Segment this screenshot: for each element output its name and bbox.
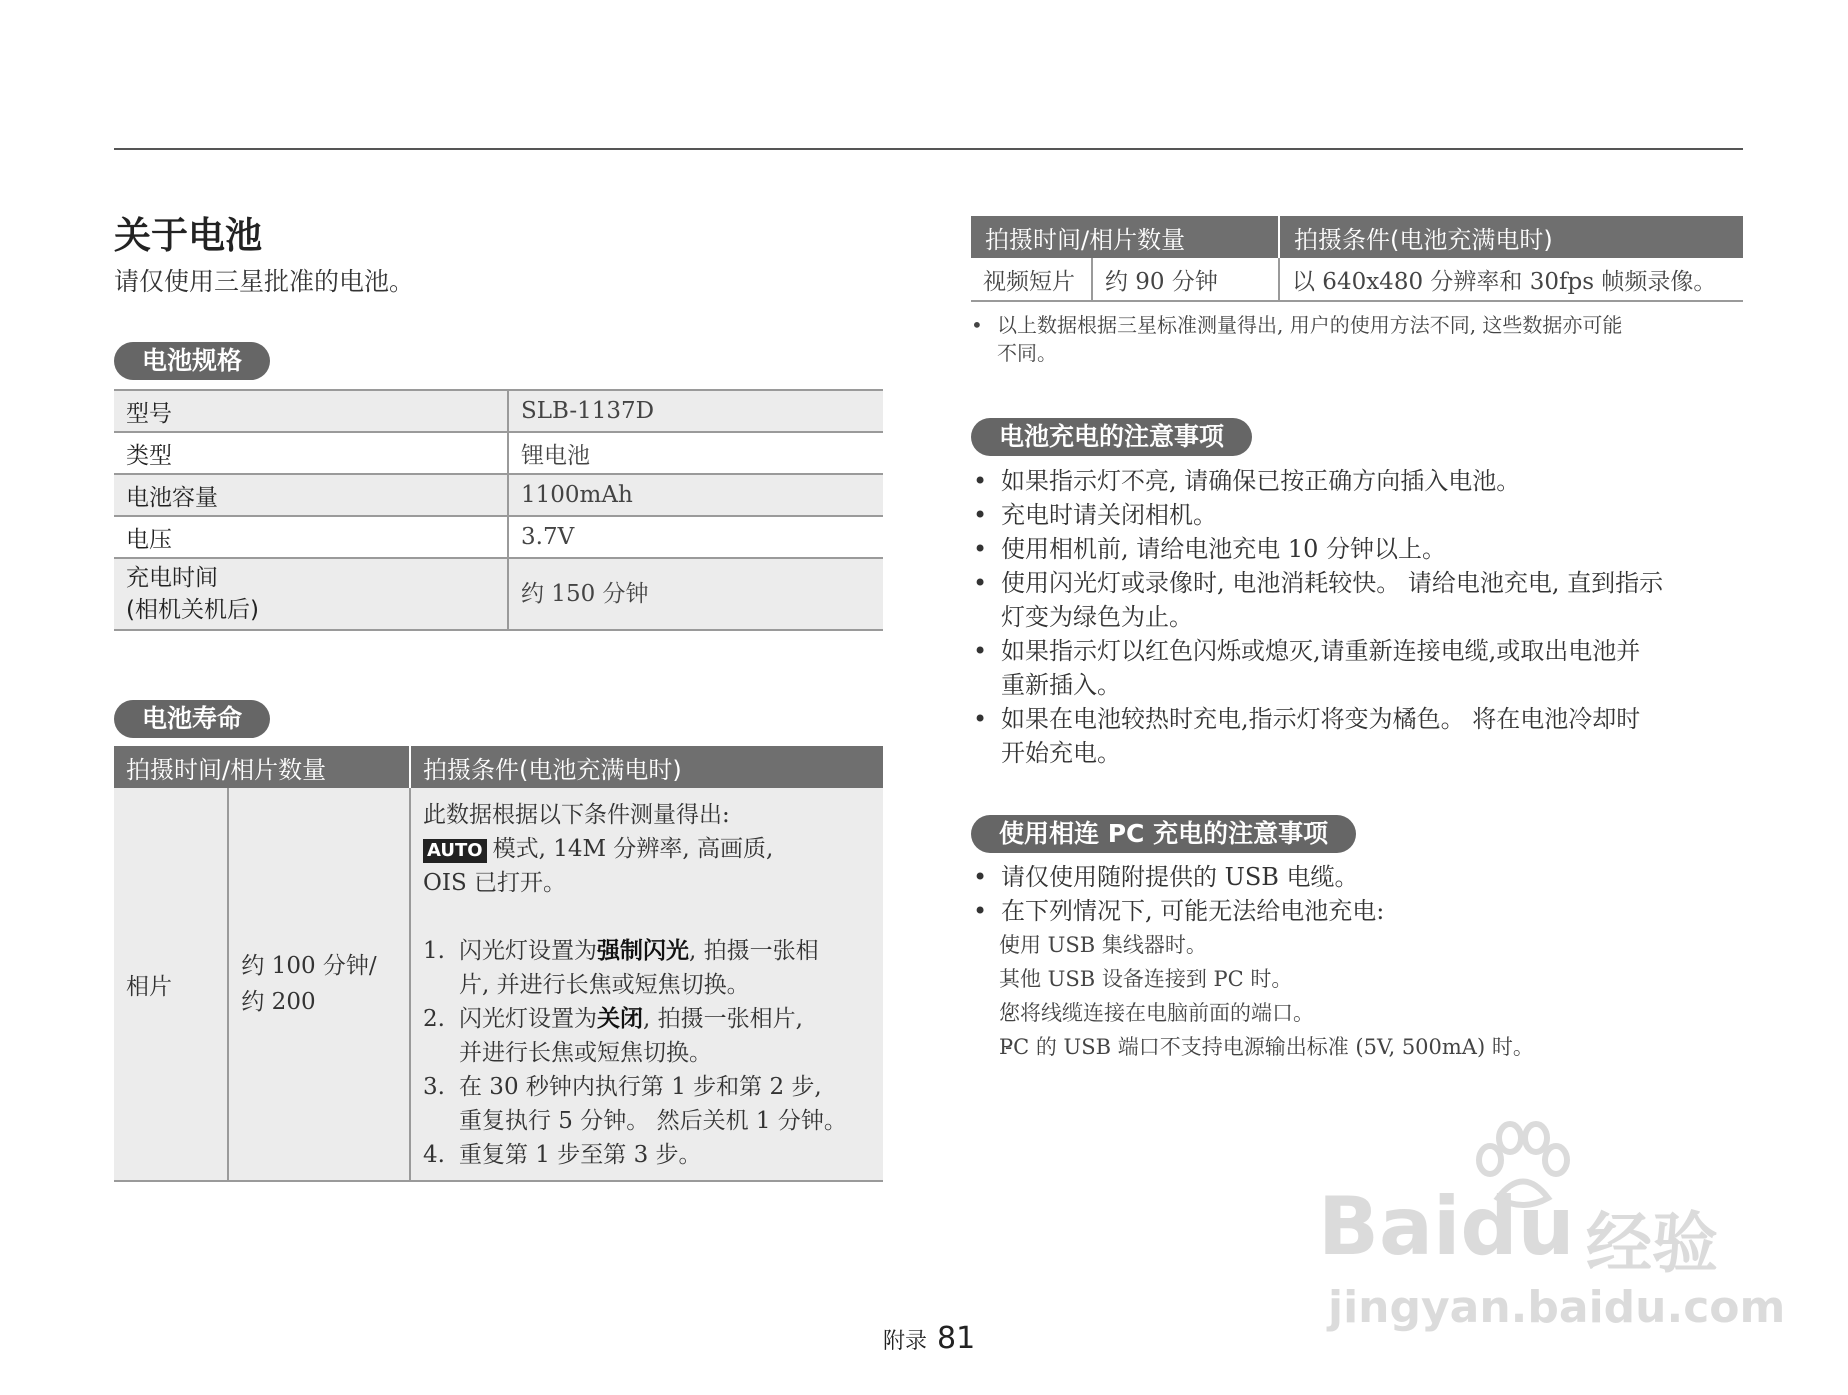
step-text: , 拍摄一张相 bbox=[689, 938, 819, 964]
table-row bbox=[114, 558, 883, 630]
watermark-url: jingyan.baidu.com bbox=[1328, 1282, 1786, 1333]
conditions-mode bbox=[423, 832, 873, 866]
step-bold: 强制闪光 bbox=[597, 938, 689, 964]
step-text: 重复执行 5 分钟。 然后关机 1 分钟。 bbox=[459, 1108, 847, 1134]
auto-mode-icon: AUTO bbox=[423, 839, 487, 863]
note-line: 以上数据根据三星标准测量得出, 用户的使用方法不同, 这些数据亦可能 bbox=[997, 313, 1623, 337]
step-text: 闪光灯设置为 bbox=[459, 938, 597, 964]
step-text: 并进行长焦或短焦切换。 bbox=[459, 1040, 712, 1066]
page-title: 关于电池 bbox=[114, 214, 262, 257]
list-item bbox=[423, 934, 873, 1002]
shot-conditions bbox=[410, 788, 883, 1181]
shot-type: 相片 bbox=[114, 788, 228, 1181]
list-item: • 如果指示灯不亮, 请确保已按正确方向插入电池。 bbox=[971, 464, 1743, 498]
watermark-cn: 经验 bbox=[1586, 1205, 1718, 1282]
column-header: 拍摄条件(电池充满电时) bbox=[1279, 216, 1743, 258]
step-number: 3. bbox=[423, 1074, 445, 1100]
table-row bbox=[114, 432, 883, 474]
step-text: 闪光灯设置为 bbox=[459, 1006, 597, 1032]
video-condition: 以 640x480 分辨率和 30fps 帧频录像。 bbox=[1279, 258, 1743, 301]
table-header-row bbox=[114, 746, 883, 788]
conditions-ois: OIS 已打开。 bbox=[423, 870, 567, 896]
footnote bbox=[971, 311, 1731, 367]
column-header: 拍摄时间/相片数量 bbox=[114, 746, 410, 788]
spec-key: 电压 bbox=[114, 516, 508, 558]
list-item bbox=[423, 1138, 873, 1172]
list-item: - 您将线缆连接在电脑前面的端口。 bbox=[971, 996, 1743, 1030]
pc-charging-sub-list bbox=[971, 928, 1743, 1064]
baidu-watermark bbox=[1318, 1120, 1786, 1350]
spec-value: 3.7V bbox=[508, 516, 883, 558]
list-item bbox=[423, 1002, 873, 1070]
section-label-battery-spec: 电池规格 bbox=[114, 342, 270, 380]
conditions-intro: 此数据根据以下条件测量得出: bbox=[423, 802, 730, 828]
column-header: 拍摄条件(电池充满电时) bbox=[410, 746, 883, 788]
table-row bbox=[971, 258, 1743, 301]
list-item: • 如果指示灯以红色闪烁或熄灭,请重新连接电缆,或取出电池并 重新插入。 bbox=[971, 634, 1743, 702]
list-item bbox=[423, 1070, 873, 1138]
spec-key bbox=[114, 558, 508, 630]
note-line: 不同。 bbox=[997, 341, 1057, 365]
step-text: 在 30 秒钟内执行第 1 步和第 2 步, bbox=[459, 1074, 822, 1100]
list-item: • 在下列情况下, 可能无法给电池充电: bbox=[971, 894, 1743, 928]
video-type: 视频短片 bbox=[971, 258, 1092, 301]
spec-key-line: (相机关机后) bbox=[126, 597, 259, 623]
step-text: 片, 并进行长焦或短焦切换。 bbox=[459, 972, 750, 998]
step-text: 重复第 1 步至第 3 步。 bbox=[459, 1142, 702, 1168]
pc-charging-notes-list bbox=[971, 860, 1743, 928]
charging-notes-list bbox=[971, 464, 1743, 770]
spec-value: 约 150 分钟 bbox=[508, 558, 883, 630]
table-row bbox=[114, 516, 883, 558]
video-value: 约 90 分钟 bbox=[1092, 258, 1279, 301]
video-life-table bbox=[971, 216, 1743, 302]
note-bullet: • bbox=[971, 313, 983, 337]
step-bold: 关闭 bbox=[597, 1006, 643, 1032]
spec-value: 锂电池 bbox=[508, 432, 883, 474]
shot-value-line: 约 200 bbox=[241, 989, 316, 1015]
step-number: 2. bbox=[423, 1006, 445, 1032]
spec-key-line: 充电时间 bbox=[126, 565, 218, 591]
list-item: - 使用 USB 集线器时。 bbox=[971, 928, 1743, 962]
top-rule bbox=[114, 148, 1743, 150]
step-number: 4. bbox=[423, 1142, 445, 1168]
table-header-row bbox=[971, 216, 1743, 258]
spec-value: SLB-1137D bbox=[508, 390, 883, 432]
shot-value bbox=[228, 788, 410, 1181]
battery-spec-table bbox=[114, 389, 883, 631]
list-item: • 请仅使用随附提供的 USB 电缆。 bbox=[971, 860, 1743, 894]
section-label-pc-charging-notes: 使用相连 PC 充电的注意事项 bbox=[971, 815, 1356, 853]
page-footer bbox=[883, 1321, 975, 1356]
spec-key: 型号 bbox=[114, 390, 508, 432]
battery-life-table bbox=[114, 746, 883, 1182]
table-row bbox=[114, 474, 883, 516]
watermark-brand: Baidu bbox=[1318, 1180, 1575, 1273]
list-item: - PC 的 USB 端口不支持电源输出标准 (5V, 500mA) 时。 bbox=[971, 1030, 1743, 1064]
step-number: 1. bbox=[423, 938, 445, 964]
page-number: 81 bbox=[937, 1321, 976, 1356]
step-text: , 拍摄一张相片, bbox=[643, 1006, 803, 1032]
section-label-battery-life: 电池寿命 bbox=[114, 700, 270, 738]
column-header: 拍摄时间/相片数量 bbox=[971, 216, 1279, 258]
shot-value-line: 约 100 分钟/ bbox=[241, 953, 377, 979]
page-subtitle: 请仅使用三星批准的电池。 bbox=[114, 267, 415, 296]
conditions-mode-text: 模式, 14M 分辨率, 高画质, bbox=[492, 836, 774, 862]
table-row bbox=[114, 788, 883, 1181]
list-item: • 充电时请关闭相机。 bbox=[971, 498, 1743, 532]
list-item: - 其他 USB 设备连接到 PC 时。 bbox=[971, 962, 1743, 996]
list-item: • 使用相机前, 请给电池充电 10 分钟以上。 bbox=[971, 532, 1743, 566]
spec-key: 电池容量 bbox=[114, 474, 508, 516]
list-item: • 使用闪光灯或录像时, 电池消耗较快。 请给电池充电, 直到指示 灯变为绿色为止。 bbox=[971, 566, 1743, 634]
spec-value: 1100mAh bbox=[508, 474, 883, 516]
table-row bbox=[114, 390, 883, 432]
footer-label: 附录 bbox=[883, 1329, 928, 1354]
list-item: • 如果在电池较热时充电,指示灯将变为橘色。 将在电池冷却时 开始充电。 bbox=[971, 702, 1743, 770]
section-label-charging-notes: 电池充电的注意事项 bbox=[971, 418, 1252, 456]
spec-key: 类型 bbox=[114, 432, 508, 474]
